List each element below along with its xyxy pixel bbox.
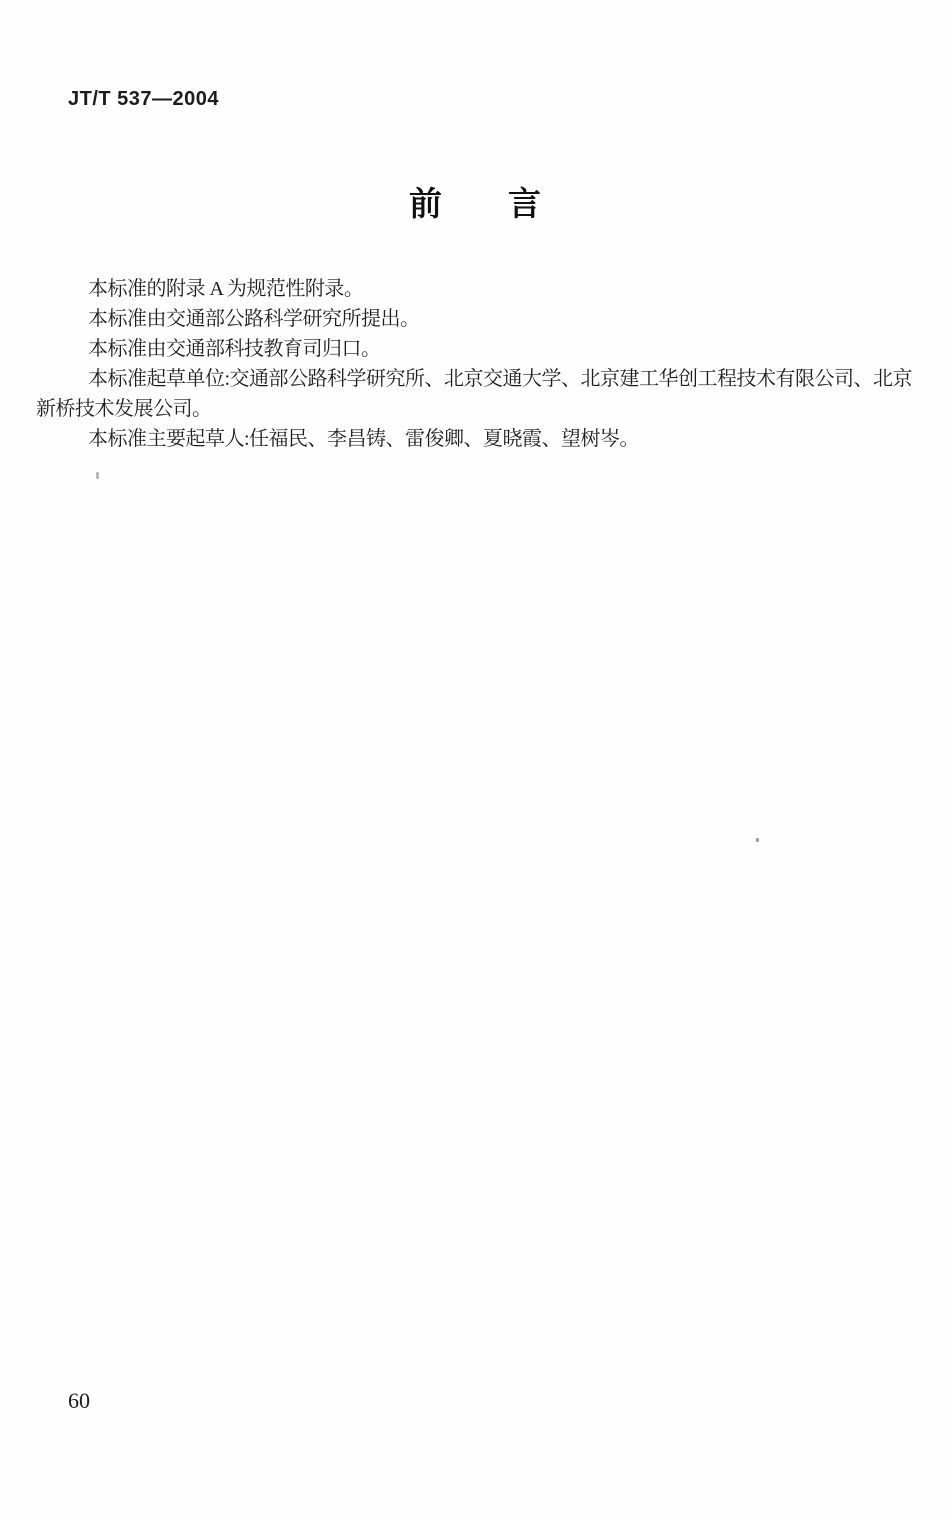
foreword-body [36,274,920,454]
foreword-paragraph: 本标准主要起草人:任福民、李昌铸、雷俊卿、夏晓霞、望树岑。 [88,428,640,450]
scan-speck [96,472,99,479]
foreword-paragraph: 本标准由交通部公路科学研究所提出。 [88,308,420,330]
scan-speck [756,838,759,842]
foreword-paragraph: 本标准的附录 A 为规范性附录。 [88,278,364,300]
foreword-paragraph: 本标准由交通部科技教育司归口。 [88,338,381,360]
foreword-paragraph: 本标准起草单位:交通部公路科学研究所、北京交通大学、北京建工华创工程技术有限公司、北京新桥技术发展公司。 [36,368,913,420]
page-number: 60 [68,1388,90,1413]
page-title: 前 言 [409,185,541,222]
standard-code: JT/T 537—2004 [68,88,220,110]
